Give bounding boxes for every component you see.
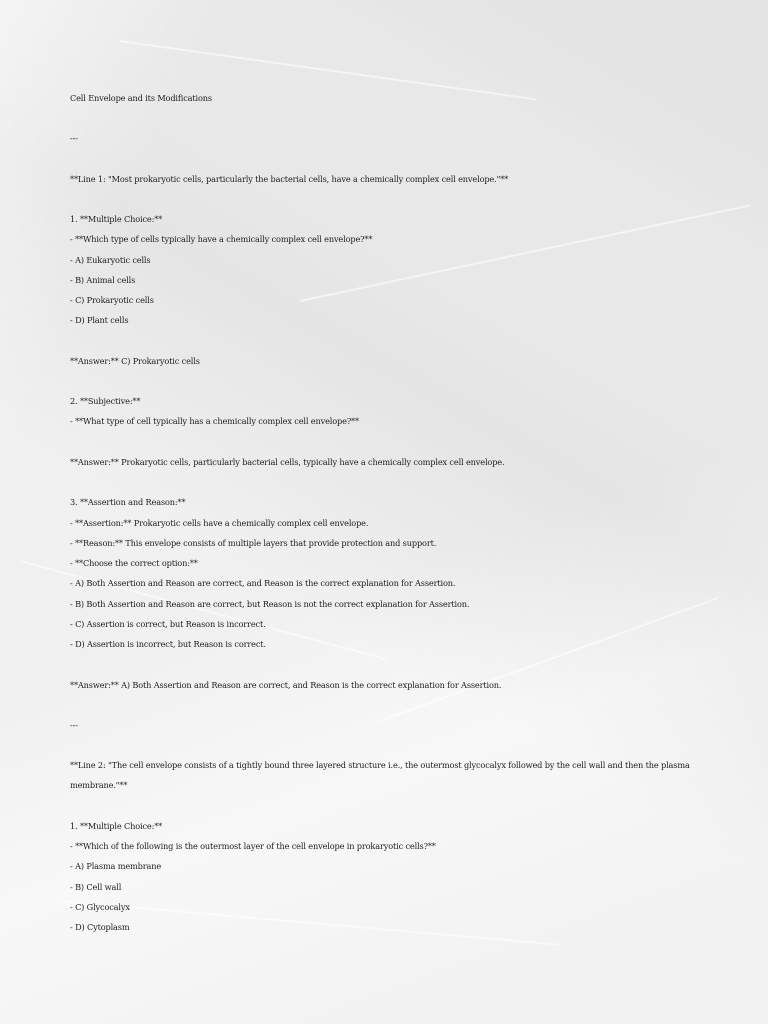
paper-crease xyxy=(60,900,558,946)
paper-crease xyxy=(120,40,536,100)
l2-q1-option-b: - B) Cell wall xyxy=(70,882,122,892)
q1-option-c: - C) Prokaryotic cells xyxy=(70,295,154,305)
l2-q1-option-d: - D) Cytoplasm xyxy=(70,922,130,932)
document-title: Cell Envelope and its Modifications xyxy=(70,93,212,103)
q3-assertion: - **Assertion:** Prokaryotic cells have a chemically complex cell envelope. xyxy=(70,518,369,528)
q2-answer: **Answer:** Prokaryotic cells, particularly bacterial cells, typically have a chemically complex cell envelope. xyxy=(70,457,505,467)
q3-option-d: - D) Assertion is incorrect, but Reason is correct. xyxy=(70,639,266,649)
separator: --- xyxy=(70,133,78,143)
separator: --- xyxy=(70,720,78,730)
q3-choose: - **Choose the correct option:** xyxy=(70,558,198,568)
paper-crease xyxy=(380,597,719,722)
q3-heading: 3. **Assertion and Reason:** xyxy=(70,497,186,507)
q3-option-c: - C) Assertion is correct, but Reason is incorrect. xyxy=(70,619,266,629)
l2-q1-heading: 1. **Multiple Choice:** xyxy=(70,821,163,831)
line2-statement: **Line 2: "The cell envelope consists of a tightly bound three layered structure i.e., the outermost glycocalyx followed by the cell wall and then the plasma membrane."** xyxy=(70,760,690,790)
line1-statement: **Line 1: "Most prokaryotic cells, particularly the bacterial cells, have a chemically complex cell envelope."** xyxy=(70,174,509,184)
l2-q1-option-c: - C) Glycocalyx xyxy=(70,902,130,912)
paper-crease xyxy=(300,204,750,302)
q3-option-b: - B) Both Assertion and Reason are correct, but Reason is not the correct explanation for Assertion. xyxy=(70,599,470,609)
l2-q1-question: - **Which of the following is the outermost layer of the cell envelope in prokaryotic cells?** xyxy=(70,841,436,851)
q1-option-a: - A) Eukaryotic cells xyxy=(70,255,151,265)
q1-question: - **Which type of cells typically have a chemically complex cell envelope?** xyxy=(70,234,373,244)
q2-question: - **What type of cell typically has a chemically complex cell envelope?** xyxy=(70,416,359,426)
q1-option-d: - D) Plant cells xyxy=(70,315,129,325)
q1-heading: 1. **Multiple Choice:** xyxy=(70,214,163,224)
q2-heading: 2. **Subjective:** xyxy=(70,396,141,406)
l2-q1-option-a: - A) Plasma membrane xyxy=(70,861,162,871)
q3-option-a: - A) Both Assertion and Reason are correct, and Reason is the correct explanation for Assertion. xyxy=(70,578,456,588)
q3-answer: **Answer:** A) Both Assertion and Reason are correct, and Reason is the correct explanation for Assertion. xyxy=(70,680,502,690)
q3-reason: - **Reason:** This envelope consists of multiple layers that provide protection and support. xyxy=(70,538,437,548)
q1-answer: **Answer:** C) Prokaryotic cells xyxy=(70,356,200,366)
q1-option-b: - B) Animal cells xyxy=(70,275,136,285)
